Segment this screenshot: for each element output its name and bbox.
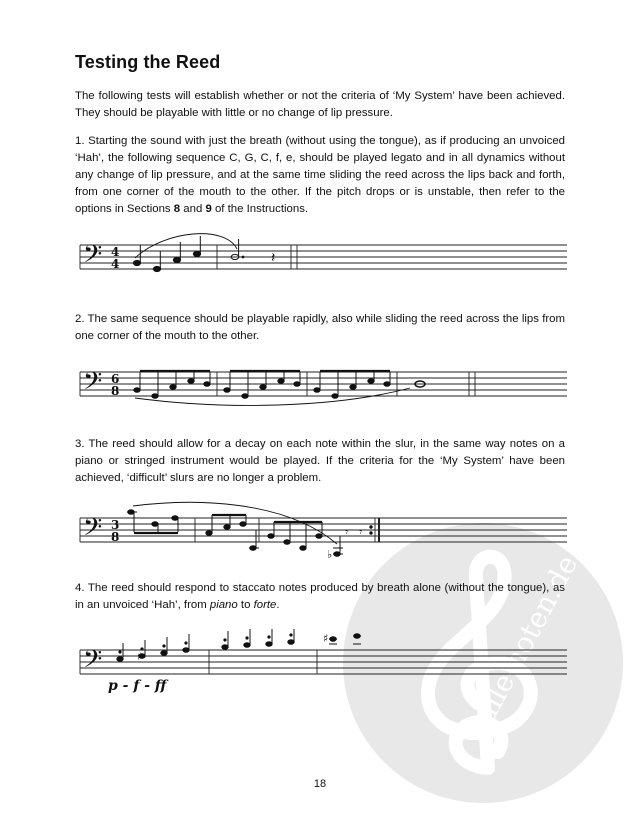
bass-clef-icon: 𝄢 [83,513,103,548]
svg-text:alle-noten.de: alle-noten.de [468,549,585,729]
test1-paragraph: 1. Starting the sound with just the breath (without using the tongue), as if producing an unvoiced ‘Hah’, the following sequence C, G, C, f, e, should be played legato and in all dynamics without any change of lip pressure, and at the same time sliding the reed across the lips back and forth, from one corner of the mouth to the other. If the pitch drops or is unstable, then refer to the options in Sections 8 and 9 of the Instructions. [75,135,565,215]
svg-text:𝄢: 𝄢 [83,240,103,275]
music-staff-1 [75,225,570,285]
bass-clef-icon: 𝄢 [83,645,103,680]
test4-paragraph: 4. The reed should respond to staccato notes produced by breath alone (without the tongue), as in an unvoiced ‘Hah’, from piano to forte. [75,582,565,611]
notes-group [133,236,244,272]
time-signature-top: 3 [111,518,120,532]
time-signature-top: 4 [111,245,120,259]
notes-group [127,510,372,557]
time-signature-bottom: 4 [111,257,120,271]
test3-paragraph: 3. The reed should allow for a decay on each note within the slur, in the same way notes on a piano or stringed instrument would be played. If the criteria for the ‘My System’ have been achieved, ‘difficult’ slurs are no longer a problem. [75,438,565,484]
music-staff-2 [75,360,570,410]
bass-clef-icon [83,240,102,275]
svg-text:𝄾: 𝄾 [359,525,363,539]
test2-paragraph: 2. The same sequence should be playable rapidly, also while sliding the reed across the lips from one corner of the mouth to the other. [75,313,565,342]
section-heading: Testing the Reed [75,52,221,72]
svg-text:♯: ♯ [323,632,329,645]
svg-text:𝄾: 𝄾 [345,525,349,539]
dynamics-marking: p - f - ff [108,678,167,694]
music-staff-3 [75,500,570,560]
intro-paragraph: The following tests will establish whether or not the criteria of ‘My System’ have been achieved. They should be playable with little or no change of lip pressure. [75,90,565,119]
slur [135,388,410,405]
slur [135,234,237,258]
quarter-rest: 𝄽 [271,250,276,266]
music-staff-4 [75,628,570,698]
bass-clef-icon: 𝄢 [83,367,103,402]
time-signature-bottom: 8 [111,384,120,398]
svg-text:♯: ♯ [137,650,143,663]
page-number: 18 [313,778,327,790]
svg-text:♭: ♭ [327,548,333,560]
time-signature-bottom: 8 [111,530,120,544]
time-signature-top: 6 [111,372,120,386]
